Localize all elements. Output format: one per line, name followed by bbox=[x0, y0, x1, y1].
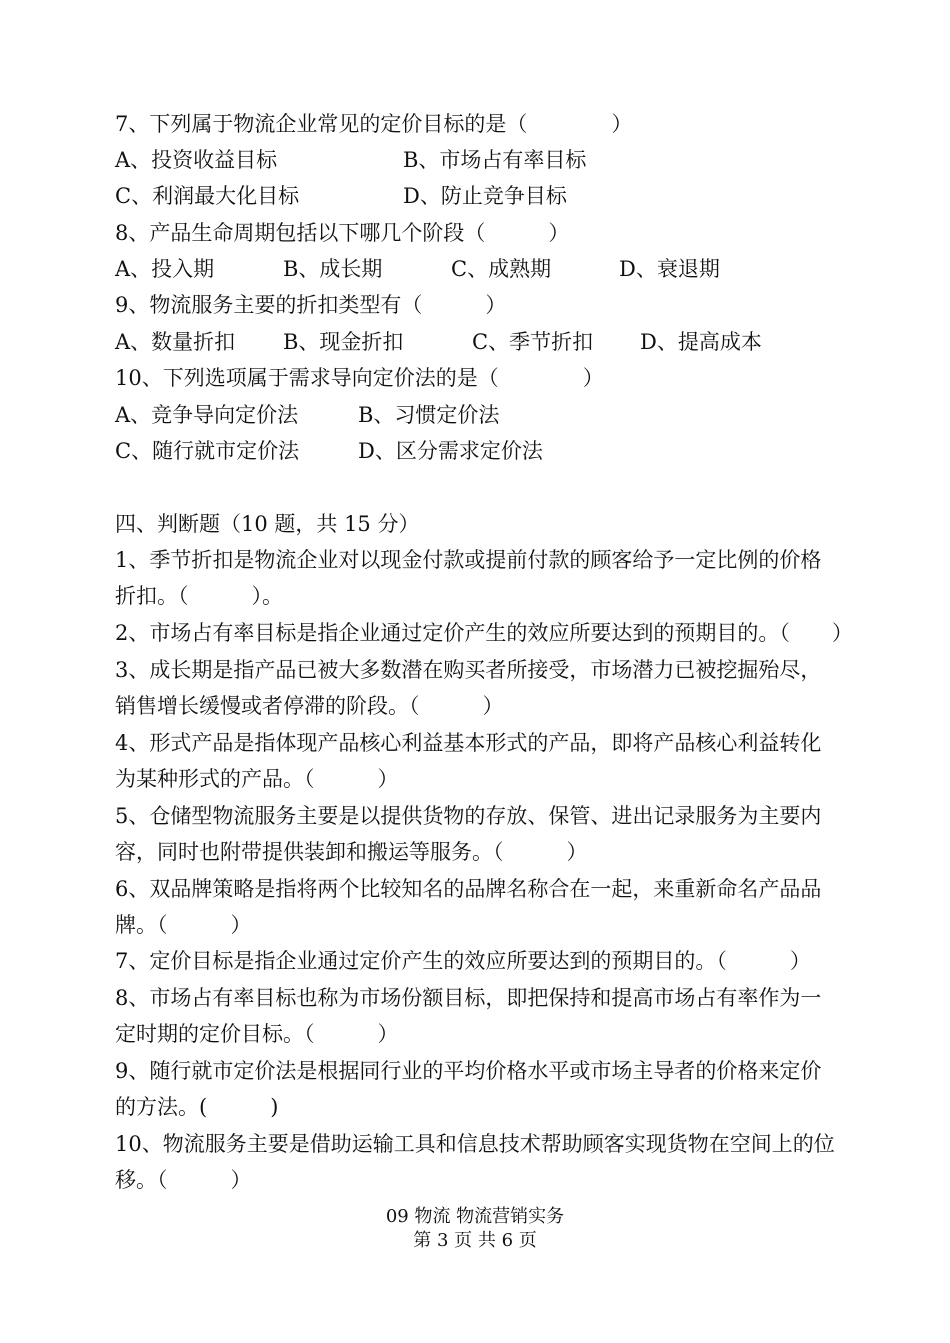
mc-question-8: 8、产品生命周期包括以下哪几个阶段（ ） bbox=[115, 221, 570, 245]
footer-page-number: 第 3 页 共 6 页 bbox=[413, 1230, 537, 1251]
tf-question-3-line2: 销售增长缓慢或者停滞的阶段。（ ） bbox=[115, 694, 504, 718]
tf-question-6-line2: 牌。（ ） bbox=[115, 913, 252, 937]
mc-question-7: 7、下列属于物流企业常见的定价目标的是（ ） bbox=[115, 112, 633, 136]
mc-question-9: 9、物流服务主要的折扣类型有（ ） bbox=[115, 293, 507, 317]
tf-question-7-line1: 7、定价目标是指企业通过定价产生的效应所要达到的预期目的。（ ） bbox=[115, 949, 811, 973]
tf-question-6-line1: 6、双品牌策略是指将两个比较知名的品牌名称合在一起，来重新命名产品品 bbox=[115, 877, 822, 901]
section-title: 四、判断题（10 题，共 15 分） bbox=[115, 512, 420, 536]
mc-question-10: 10、下列选项属于需求导向定价法的是（ ） bbox=[115, 366, 604, 390]
tf-question-4-line2: 为某种形式的产品。（ ） bbox=[115, 767, 399, 791]
mc-option-9d: D、提高成本 bbox=[640, 330, 762, 354]
tf-question-8-line2: 定时期的定价目标。（ ） bbox=[115, 1022, 399, 1046]
tf-question-1-line1: 1、季节折扣是物流企业对以现金付款或提前付款的顾客给予一定比例的价格 bbox=[115, 548, 822, 572]
mc-option-10b: B、习惯定价法 bbox=[358, 403, 500, 427]
mc-option-7d: D、防止竞争目标 bbox=[403, 184, 567, 208]
tf-question-10-line1: 10、物流服务主要是借助运输工具和信息技术帮助顾客实现货物在空间上的位 bbox=[115, 1132, 835, 1156]
tf-question-8-line1: 8、市场占有率目标也称为市场份额目标，即把保持和提高市场占有率作为一 bbox=[115, 986, 822, 1010]
tf-question-1-line2: 折扣。（ ）。 bbox=[115, 584, 283, 608]
tf-question-9-line1: 9、随行就市定价法是根据同行业的平均价格水平或市场主导者的价格来定价 bbox=[115, 1059, 822, 1083]
tf-question-3-line1: 3、成长期是指产品已被大多数潜在购买者所接受，市场潜力已被挖掘殆尽， bbox=[115, 658, 822, 682]
tf-question-2-line1: 2、市场占有率目标是指企业通过定价产生的效应所要达到的预期目的。（ ） bbox=[115, 621, 853, 645]
mc-option-7a: A、投资收益目标 bbox=[115, 148, 278, 172]
tf-question-5-line2: 容，同时也附带提供装卸和搬运等服务。（ ） bbox=[115, 840, 588, 864]
mc-option-9a: A、数量折扣 bbox=[115, 330, 236, 354]
mc-option-7c: C、利润最大化目标 bbox=[115, 184, 300, 208]
tf-question-9-line2: 的方法。( ) bbox=[115, 1095, 279, 1119]
tf-question-5-line1: 5、仓储型物流服务主要是以提供货物的存放、保管、进出记录服务为主要内 bbox=[115, 804, 822, 828]
tf-question-10-line2: 移。（ ） bbox=[115, 1168, 252, 1192]
mc-option-10d: D、区分需求定价法 bbox=[358, 439, 543, 463]
mc-option-10c: C、随行就市定价法 bbox=[115, 439, 300, 463]
mc-option-8b: B、成长期 bbox=[283, 257, 383, 281]
mc-option-9c: C、季节折扣 bbox=[472, 330, 594, 354]
mc-option-7b: B、市场占有率目标 bbox=[403, 148, 587, 172]
tf-question-4-line1: 4、形式产品是指体现产品核心利益基本形式的产品，即将产品核心利益转化 bbox=[115, 731, 822, 755]
mc-option-8d: D、衰退期 bbox=[619, 257, 720, 281]
mc-option-9b: B、现金折扣 bbox=[283, 330, 404, 354]
mc-option-8a: A、投入期 bbox=[115, 257, 215, 281]
mc-option-8c: C、成熟期 bbox=[451, 257, 552, 281]
mc-option-10a: A、竞争导向定价法 bbox=[115, 403, 299, 427]
footer-course: 09 物流 物流营销实务 bbox=[385, 1206, 565, 1227]
